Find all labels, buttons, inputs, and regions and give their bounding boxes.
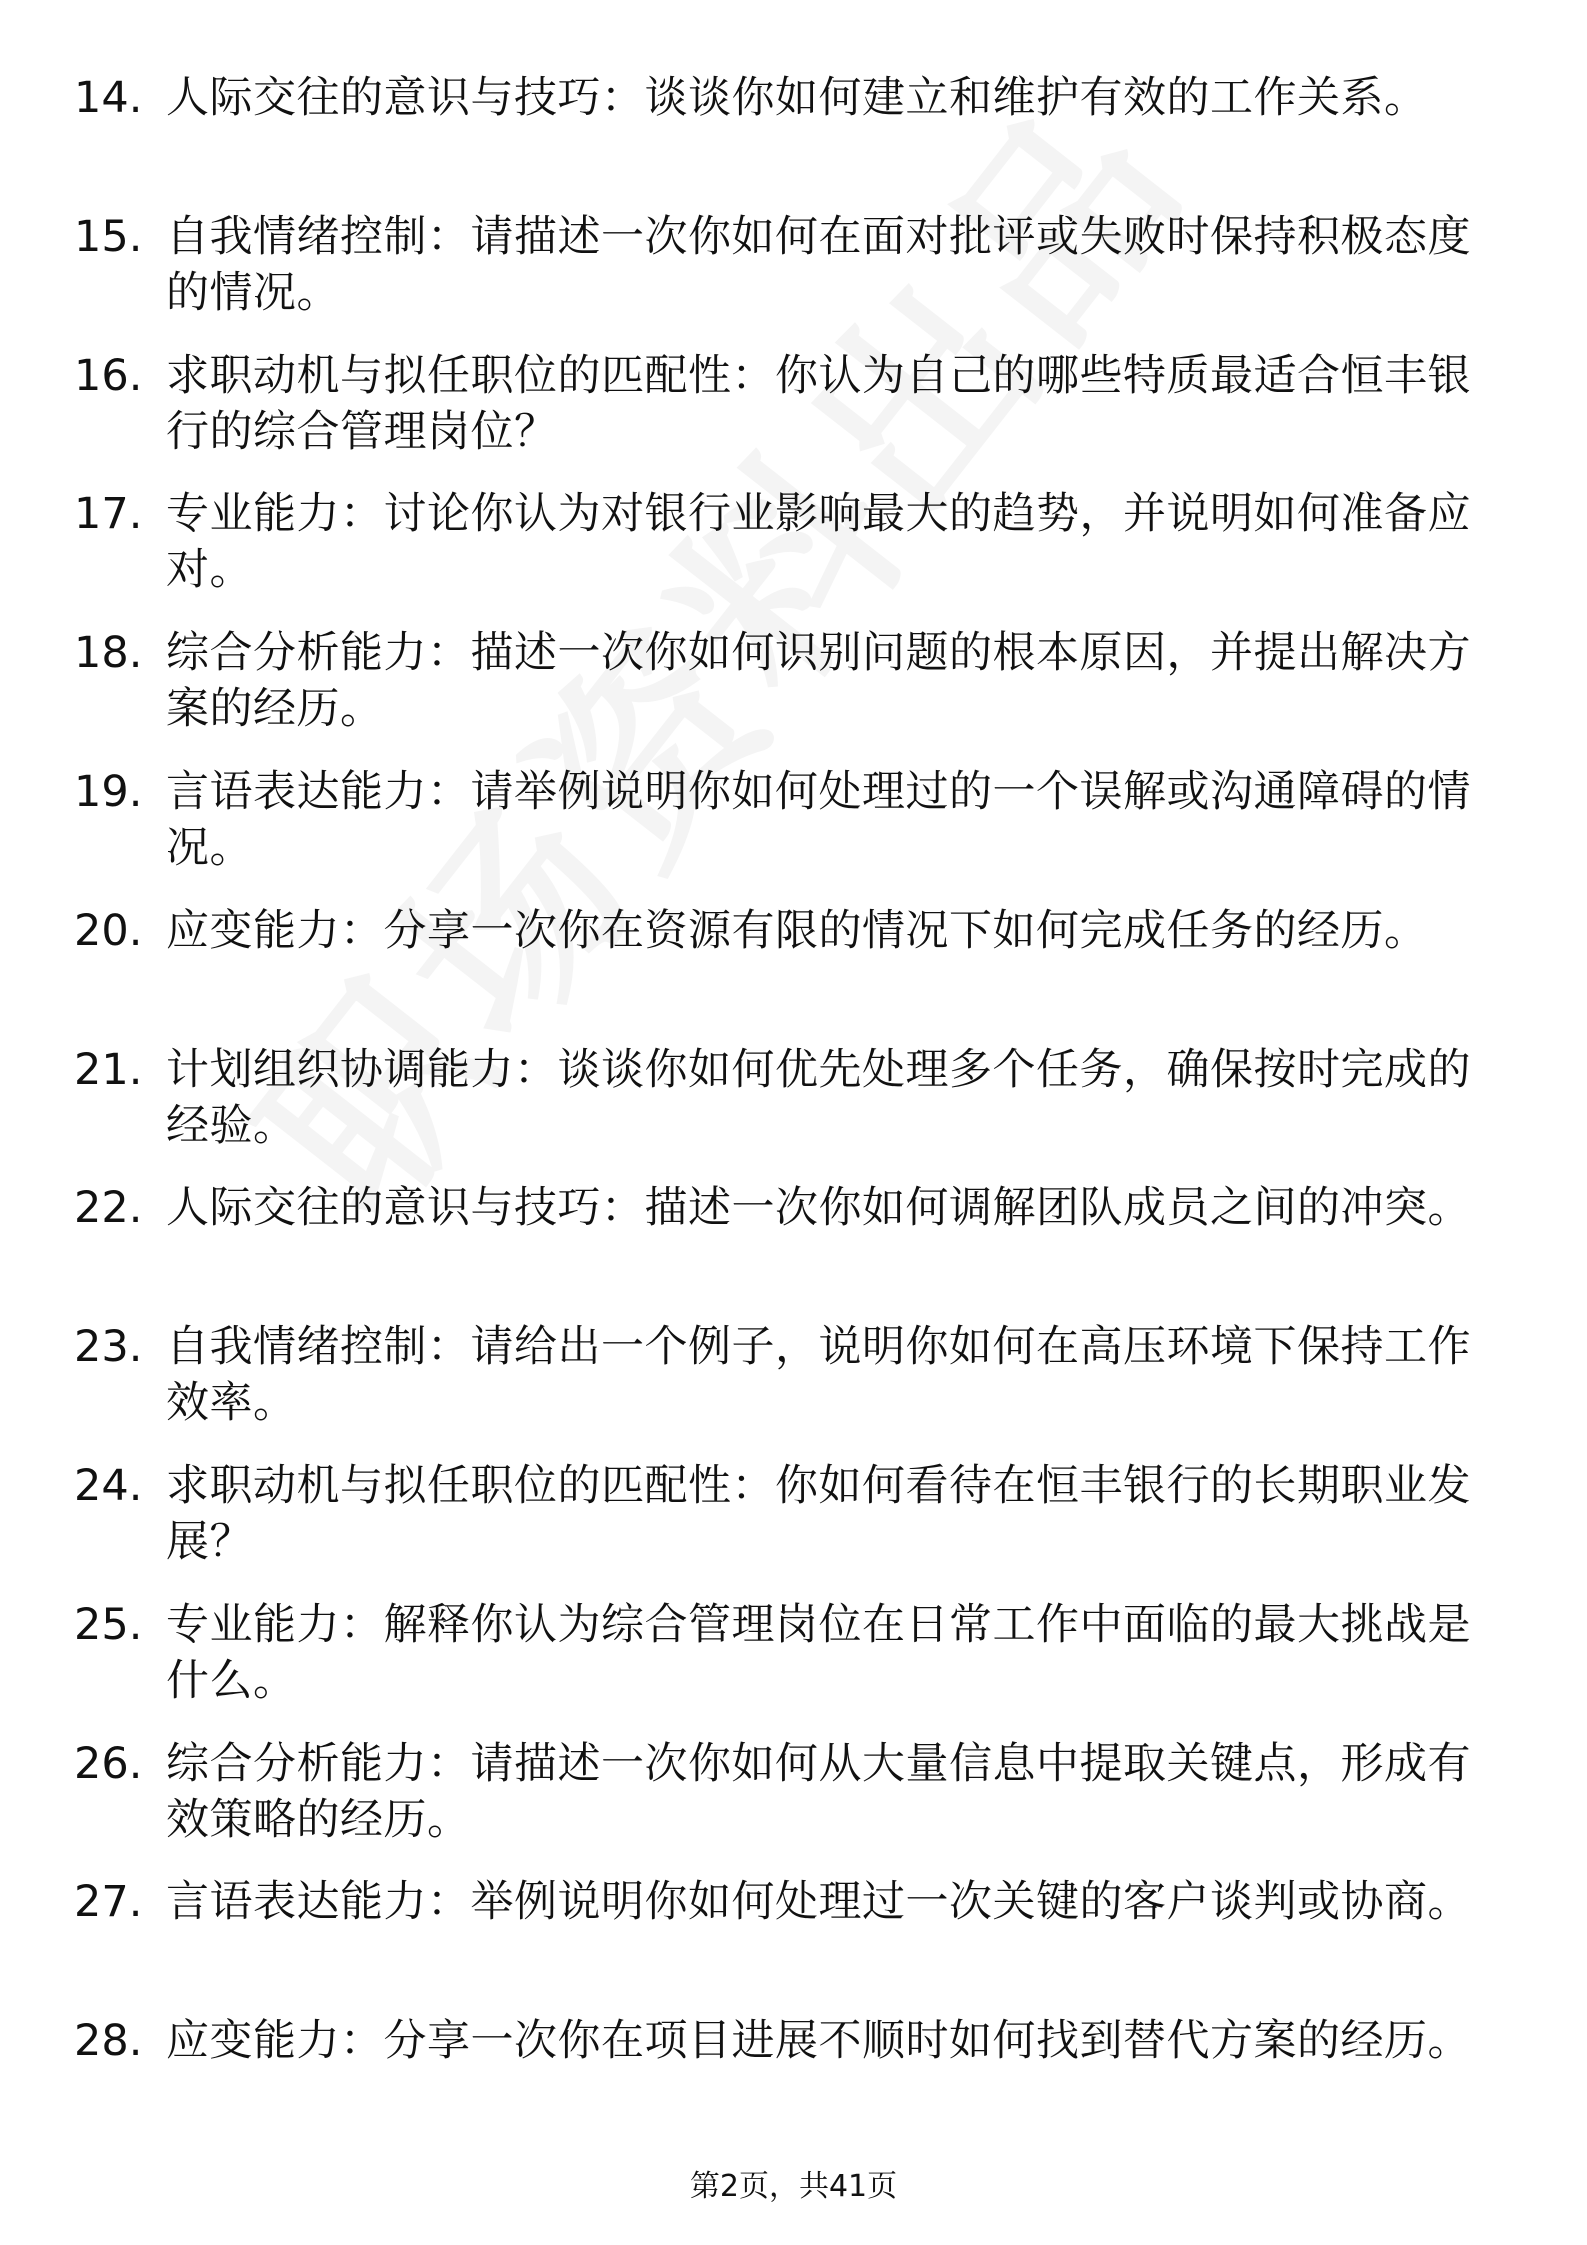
question-text: 自我情绪控制：请描述一次你如何在面对批评或失败时保持积极态度的情况。 xyxy=(166,211,1471,318)
question-item xyxy=(0,1180,1587,1319)
question-text: 专业能力：解释你认为综合管理岗位在日常工作中面临的最大挑战是什么。 xyxy=(166,1599,1471,1706)
question-number: 21. xyxy=(74,1044,143,1095)
question-number: 20. xyxy=(74,905,143,956)
question-item xyxy=(0,1736,1587,1875)
question-item xyxy=(0,70,1587,209)
question-item xyxy=(0,1874,1587,2013)
question-item xyxy=(0,209,1587,348)
question-item xyxy=(0,1042,1587,1181)
question-item xyxy=(0,486,1587,625)
page-footer: 第2页，共41页 xyxy=(689,2169,898,2204)
question-list xyxy=(0,70,1587,2152)
question-number: 15. xyxy=(74,211,143,262)
question-number: 19. xyxy=(74,766,143,817)
question-text: 求职动机与拟任职位的匹配性：你认为自己的哪些特质最适合恒丰银行的综合管理岗位？ xyxy=(166,350,1471,457)
question-number: 14. xyxy=(74,73,143,123)
question-text: 人际交往的意识与技巧：描述一次你如何调解团队成员之间的冲突。 xyxy=(166,1183,1471,1234)
question-text: 言语表达能力：请举例说明你如何处理过的一个误解或沟通障碍的情况。 xyxy=(166,766,1471,873)
question-text: 自我情绪控制：请给出一个例子，说明你如何在高压环境下保持工作效率。 xyxy=(166,1322,1471,1429)
question-item xyxy=(0,1458,1587,1597)
question-number: 27. xyxy=(74,1877,143,1928)
question-item xyxy=(0,1319,1587,1458)
question-number: 25. xyxy=(74,1599,143,1650)
question-item xyxy=(0,903,1587,1042)
question-text: 计划组织协调能力：谈谈你如何优先处理多个任务，确保按时完成的经验。 xyxy=(166,1044,1471,1151)
question-number: 24. xyxy=(74,1460,143,1511)
question-number: 17. xyxy=(74,489,143,540)
question-item xyxy=(0,2013,1587,2152)
question-text: 求职动机与拟任职位的匹配性：你如何看待在恒丰银行的长期职业发展？ xyxy=(166,1460,1471,1567)
question-item xyxy=(0,348,1587,487)
question-number: 16. xyxy=(74,350,143,401)
question-number: 23. xyxy=(74,1322,143,1373)
question-text: 言语表达能力：举例说明你如何处理过一次关键的客户谈判或协商。 xyxy=(166,1877,1471,1928)
question-item xyxy=(0,625,1587,764)
question-number: 26. xyxy=(74,1738,143,1789)
question-text: 综合分析能力：描述一次你如何识别问题的根本原因，并提出解决方案的经历。 xyxy=(166,628,1471,735)
question-text: 应变能力：分享一次你在资源有限的情况下如何完成任务的经历。 xyxy=(166,905,1428,956)
question-number: 28. xyxy=(74,2016,143,2067)
question-text: 应变能力：分享一次你在项目进展不顺时如何找到替代方案的经历。 xyxy=(166,2016,1471,2067)
question-number: 22. xyxy=(74,1183,143,1234)
question-number: 18. xyxy=(74,628,143,679)
question-text: 综合分析能力：请描述一次你如何从大量信息中提取关键点，形成有效策略的经历。 xyxy=(166,1738,1471,1845)
question-text: 专业能力：讨论你认为对银行业影响最大的趋势，并说明如何准备应对。 xyxy=(166,489,1471,596)
question-item xyxy=(0,764,1587,903)
question-text: 人际交往的意识与技巧：谈谈你如何建立和维护有效的工作关系。 xyxy=(166,73,1428,123)
question-item xyxy=(0,1597,1587,1736)
